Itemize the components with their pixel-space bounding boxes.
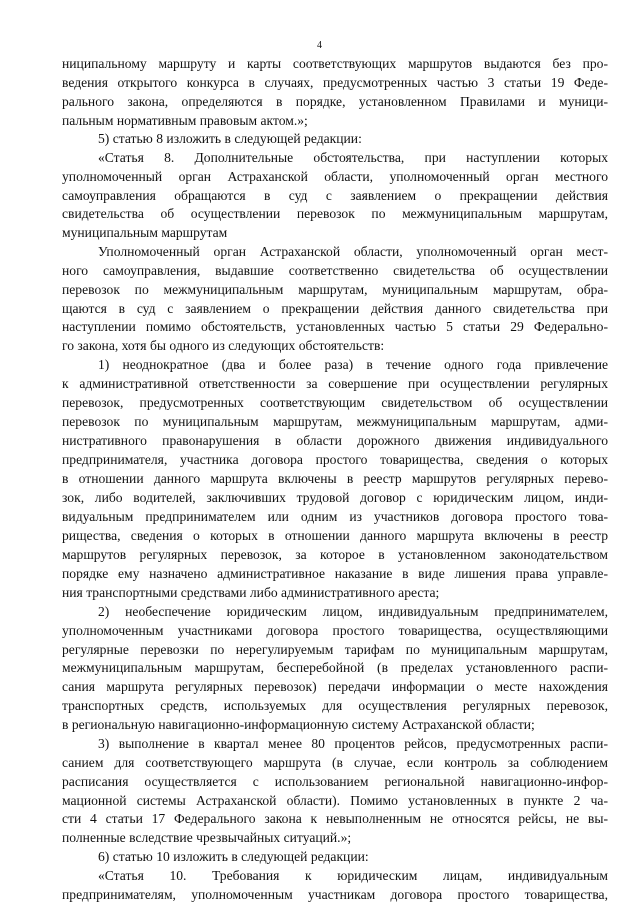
text-line: ведения открытого конкурса в случаях, предусмотренных частью 3 статьи 19 Феде- [62,75,608,90]
text-line: сти 4 статьи 17 Федерального закона к невыполненным не относятся рейсы, не вы- [62,811,608,826]
text-line: «Статья 10. Требования к юридическим лицам, индивидуальным [98,868,608,883]
text-line: рищества, сведения о которых в отношении данного маршрута включены в реестр [62,528,608,543]
text-line: перевозок по межмуниципальным маршрутам, муниципальным маршрутам, обра- [62,282,608,297]
text-line: муниципальным маршрутам [62,225,228,240]
text-line: 6) статью 10 изложить в следующей редакции: [98,849,369,864]
text-line: зок, либо водителей, заключивших трудовой договор с юридическим лицом, инди- [62,490,608,505]
page-number: 4 [317,40,322,51]
text-line: пальным нормативным правовым актом.»; [62,113,308,128]
text-line: рального закона, определяются в порядке, установленном Правилами и муници- [62,94,608,109]
text-line: ниципальному маршруту и карты соответствующих маршрутов выдаются без про- [62,56,608,71]
text-line: 1) неоднократное (два и более раза) в течение одного года привлечение [98,357,608,372]
text-line: уполномоченным участниками договора простого товарищества, осуществляющими [62,623,608,638]
text-line: предпринимателям, уполномоченным участникам договора простого товарищества, [62,887,608,902]
text-line: маршрутов регулярных перевозок, за которое в установленном законодательством [62,547,608,562]
text-line: наступлении помимо обстоятельств, установленных частью 5 статьи 29 Федерально- [62,319,608,334]
text-line: в региональную навигационно-информационную систему Астраханской области; [62,717,535,732]
text-line: перевозок, предусмотренных соответствующим свидетельством об осуществлении [62,395,608,410]
text-line: 5) статью 8 изложить в следующей редакции: [98,131,362,146]
text-line: предпринимателя, участника договора простого товарищества, сведения о которых [62,452,608,467]
text-line: сания маршрута регулярных перевозок) передачи информации о месте нахождения [62,679,608,694]
text-line: мационной системы Астраханской области). Помимо установленных в пункте 2 ча- [62,793,608,808]
text-line: самоуправления обращаются в суд с заявлением о прекращении действия [62,188,608,203]
text-line: го закона, хотя бы одного из следующих обстоятельств: [62,338,385,353]
text-line: щаются в суд с заявлением о прекращении действия данного свидетельства при [62,301,608,316]
text-line: порядке ему назначено административное наказание в виде лишения права управле- [62,566,608,581]
text-line: регулярные перевозки по нерегулируемым тарифам по муниципальным маршрутам, [62,642,608,657]
text-line: нистративного правонарушения в области дорожного движения индивидуального [62,433,608,448]
text-line: санием для соответствующего маршрута (в случае, если контроль за соблюдением [62,755,608,770]
text-line: полненные вследствие чрезвычайных ситуаций.»; [62,830,352,845]
text-line: ного самоуправления, выдавшие соответственно свидетельства об осуществлении [62,263,608,278]
text-line: уполномоченный орган Астраханской области, уполномоченный орган местного [62,169,608,184]
text-line: межмуниципальным маршрутам, бесперебойной (в пределах установленного распи- [62,660,608,675]
text-line: «Статья 8. Дополнительные обстоятельства, при наступлении которых [98,150,608,165]
text-line: к административной ответственности за совершение при осуществлении регулярных [62,376,608,391]
text-line: транспортных средств, используемых для осуществления регулярных перевозок, [62,698,608,713]
text-line: 3) выполнение в квартал менее 80 процентов рейсов, предусмотренных распи- [98,736,608,751]
text-line: перевозок по муниципальным маршрутам, межмуниципальным маршрутам, адми- [62,414,608,429]
text-line: Уполномоченный орган Астраханской области, уполномоченный орган мест- [98,244,608,259]
text-line: видуальным предпринимателем или одним из участников договора простого това- [62,509,608,524]
text-line: расписания осуществляется с использованием региональной навигационно-инфор- [62,774,608,789]
text-line: 2) необеспечение юридическим лицом, индивидуальным предпринимателем, [98,604,608,619]
text-line: свидетельства об осуществлении перевозок по межмуниципальным маршрутам, [62,206,608,221]
text-line: ния транспортными средствами либо административного ареста; [62,585,440,600]
text-line: в отношении данного маршрута включены в реестр маршрутов регулярных перево- [62,471,608,486]
